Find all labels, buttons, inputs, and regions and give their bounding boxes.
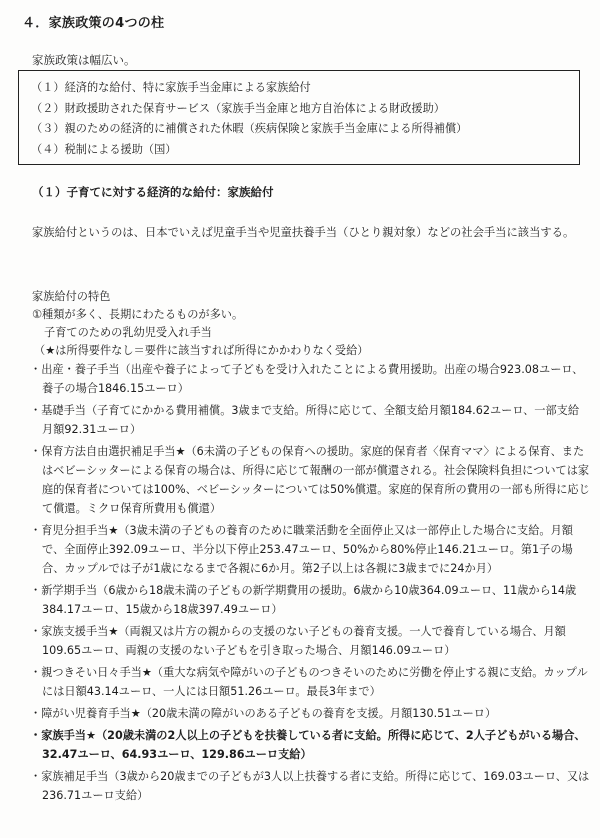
benefit-item: ・家族補足手当（3歳から20歳までの子どもが3人以上扶養する者に支給。所得に応じて、169.03ユーロ、又は236.71ユーロ支給） xyxy=(30,770,590,802)
benefit-item: ・家族支援手当★（両親又は片方の親からの支援のない子どもの養育支援。一人で養育している場合、月額109.65ユーロ、両親の支援のない子どもを引き取った場合、月額146.09ユーロ） xyxy=(30,625,566,657)
pillar-item: （１）経済的な給付、特に家族手当金庫による家族給付 xyxy=(31,81,311,94)
benefit-item: ・障がい児養育手当★（20歳未満の障がいのある子どもの養育を支援。月額130.51ユーロ） xyxy=(30,707,497,720)
benefit-item: ・育児分担手当★（3歳未満の子どもの養育のために職業活動を全面停止又は一部停止した場合に支給。月額で、全面停止392.09ユーロ、半分以下停止253.47ユーロ、50%から80%停止146.21ユーロ。第1子の場合、カップルでは子が1歳になるまで各親に6か月。第2子以上は各親に3歳までに24か月） xyxy=(30,524,573,575)
pillar-item: （３）親のための経済的に補償された休暇（疾病保険と家族手当金庫による所得補償） xyxy=(31,122,468,135)
benefit-item: ・基礎手当（子育てにかかる費用補償。3歳まで支給。所得に応じて、全額支給月額184.62ユーロ、一部支給月額92.31ユーロ） xyxy=(30,404,580,436)
reception-heading: 子育てのための乳幼児受入れ手当 xyxy=(44,326,212,339)
pillars-box xyxy=(18,70,580,165)
benefit-list xyxy=(30,360,590,808)
benefit-item: ・新学期手当（6歳から18歳未満の子どもの新学期費用の援助。6歳から10歳364.09ユーロ、11歳から14歳384.17ユーロ、15歳から18歳397.49ユーロ） xyxy=(30,584,577,616)
benefit-item: ・保育方法自由選択補足手当★（6未満の子どもの保育への援助。家庭的保育者〈保育ママ〉による保育、またはベビーシッターによる保育の場合は、所得に応じて報酬の一部が償還される。社会保険料負担については家庭的保育者については100%、ベビーシッターについては50%償還。家庭的保育所の費用の一部も所得に応じて償還。ミクロ保育所費用も償還） xyxy=(30,445,590,515)
pillar-item: （４）税制による援助（国） xyxy=(31,142,177,156)
feature-item: ①種類が多く、長期にわたるものが多い。 xyxy=(32,308,244,321)
intro-text: 家族政策は幅広い。 xyxy=(32,53,136,67)
features-heading: 家族給付の特色 xyxy=(32,290,111,303)
benefit-item: ・親つきそい日々手当★（重大な病気や障がいの子どものつきそいのために労働を停止する親に支給。カップルには日額43.14ユーロ、一人には日額51.26ユーロ。最長3年まで） xyxy=(30,666,588,698)
benefit-item: ・家族手当★（20歳未満の2人以上の子どもを扶養している者に支給。所得に応じて、2人子どもがいる場合、32.47ユーロ、64.93ユーロ、129.86ユーロ支給） xyxy=(30,729,586,761)
section-title: ４．家族政策の4つの柱 xyxy=(22,16,165,31)
pillar-item: （２）財政援助された保育サービス（家族手当金庫と地方自治体による財政援助） xyxy=(31,101,445,115)
benefit-item: ・出産・養子手当（出産や養子によって子どもを受け入れたことによる費用援助。出産の場合923.08ユーロ、養子の場合1846.15ユーロ） xyxy=(30,363,584,395)
intro-paragraph: 家族給付というのは、日本でいえば児童手当や児童扶養手当（ひとり親対象）などの社会手当に該当する。 xyxy=(32,226,575,239)
subsection-title: （１）子育てに対する経済的な給付：家族給付 xyxy=(32,185,274,199)
reception-note: （★は所得要件なし＝要件に該当すれば所得にかかわりなく受給） xyxy=(34,344,369,357)
